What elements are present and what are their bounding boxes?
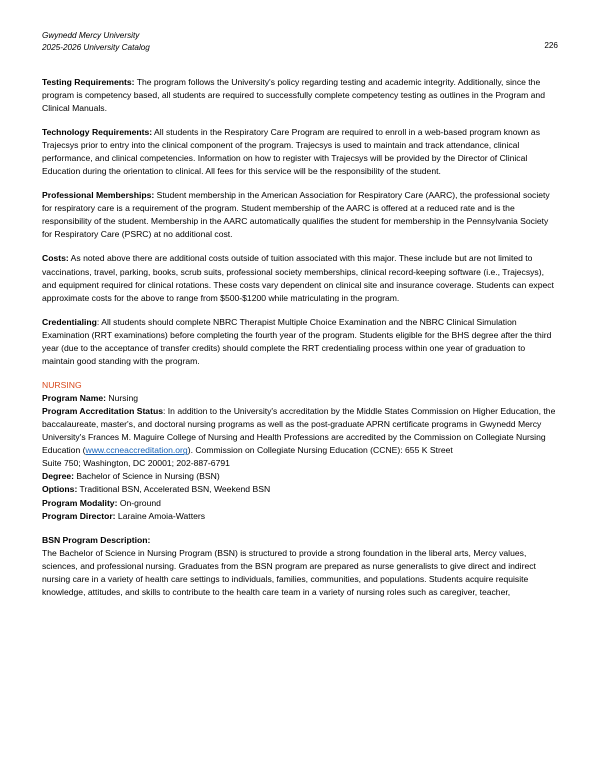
paragraph-costs [42,252,558,304]
field-program-name [42,392,558,405]
text-credentialing: : All students should complete NBRC Therapist Multiple Choice Examination and the NBRC Clinical Simulation Examination (RRT examinations) before completing the fourth year of the program. Students eligible for the BHS degree after the third year (due to the acceptance of transfer credits) should complete the RRT credentialing process within one year of graduation to maintain good standing with the program. [42,316,552,366]
text-professional-memberships: Student membership in the American Association for Respiratory Care (AARC), the professional society for respiratory care is a requirement of the program. Student membership of the AARC is offered at a reduced rate and is the responsibility of the student. Membership in the AARC automatically qualifies the student for membership in the Pennsylvania Society for Respiratory Care (PSRC) at no additional cost. [42,190,550,240]
text-accreditation-before-link: : In addition to the University's accreditation by the Middle States Commission on Higher Education, the baccalaureate, master's, and doctoral nursing programs as well as the post-graduate APRN certificate programs in Gwynedd Mercy University's Frances M. Maguire College of Nursing and Health Professions are accredited by the Commission on Collegiate Nursing Education ( [42,406,556,456]
label-degree: Degree: [42,471,74,482]
value-program-director: Laraine Amoia-Watters [115,510,206,521]
label-professional-memberships: Professional Memberships: [42,190,155,201]
field-program-modality [42,497,558,510]
page-number: 226 [544,41,558,50]
page-content [42,76,558,599]
ccne-address-line: Suite 750; Washington, DC 20001; 202-887-6791 [42,458,230,469]
field-options [42,483,558,496]
label-program-modality: Program Modality: [42,497,118,508]
value-program-name: Nursing [106,393,138,404]
text-bsn-program-description: The Bachelor of Science in Nursing Program (BSN) is structured to provide a strong foundation in the liberal arts, Mercy values, sciences, and professional nursing. Graduates from the BSN program are prepared as nurse generalists to give direct and indirect nursing care in a variety of health care settings to individuals, families, communities, and populations. Students acquire requisite knowledge, attitudes, and skills to contribute to the health care team in a variety of nursing roles such as caregiver, teacher, [42,547,536,597]
label-program-accreditation-status: Program Accreditation Status [42,406,163,417]
text-testing-requirements: The program follows the University's policy regarding testing and academic integrity. Additionally, since the program is competency based, all students are required to successfully complete competency testing as outlines in the Program and Clinical Manuals. [42,76,545,113]
label-program-name: Program Name: [42,393,106,404]
value-degree: Bachelor of Science in Nursing (BSN) [74,471,220,482]
paragraph-professional-memberships [42,189,558,241]
field-program-director [42,510,558,523]
section-heading-nursing: NURSING [42,379,82,390]
paragraph-technology-requirements [42,126,558,178]
ccne-accreditation-link[interactable]: www.ccneaccreditation.org [85,445,188,456]
heading-bsn-program-description: BSN Program Description: [42,534,151,545]
value-program-modality: On-ground [117,497,161,508]
paragraph-credentialing [42,316,558,368]
spacer [42,523,558,534]
label-technology-requirements: Technology Requirements: [42,126,153,137]
label-costs: Costs: [42,253,69,264]
value-options: Traditional BSN, Accelerated BSN, Weekend BSN [77,484,271,495]
paragraph-testing-requirements [42,76,558,115]
header-institution-block [42,30,150,54]
label-credentialing: Credentialing [42,316,97,327]
text-accreditation-after-link: ). Commission on Collegiate Nursing Education (CCNE): 655 K Street [187,445,453,456]
text-costs: As noted above there are additional costs outside of tuition associated with this major. These include but are not limited to vaccinations, travel, parking, books, scrub suits, professional society memberships, clinical record-keeping software (i.e., Trajecsys), and equipment required for clinical rotations. These costs vary dependent on clinical site and insurance coverage. Students can expect approximate costs for the above to range from $500-$1200 while matriculating in the program. [42,253,554,303]
catalog-title: 2025-2026 University Catalog [42,42,150,52]
field-degree [42,470,558,483]
field-program-accreditation-status [42,405,558,457]
institution-name: Gwynedd Mercy University [42,31,140,40]
label-testing-requirements: Testing Requirements: [42,76,135,87]
text-technology-requirements: All students in the Respiratory Care Program are required to enroll in a web-based program known as Trajecsys prior to entry into the clinical component of the program. Trajecsys is used to maintain and track attendance, clinical performance, and clinical competencies. Information on how to register with Trajecsys will be provided by the Director of Clinical Education during the orientation to clinical. All fees for this service will be the responsibility of the student. [42,126,541,177]
label-options: Options: [42,484,78,495]
page-header [42,30,558,54]
label-program-director: Program Director: [42,510,116,521]
